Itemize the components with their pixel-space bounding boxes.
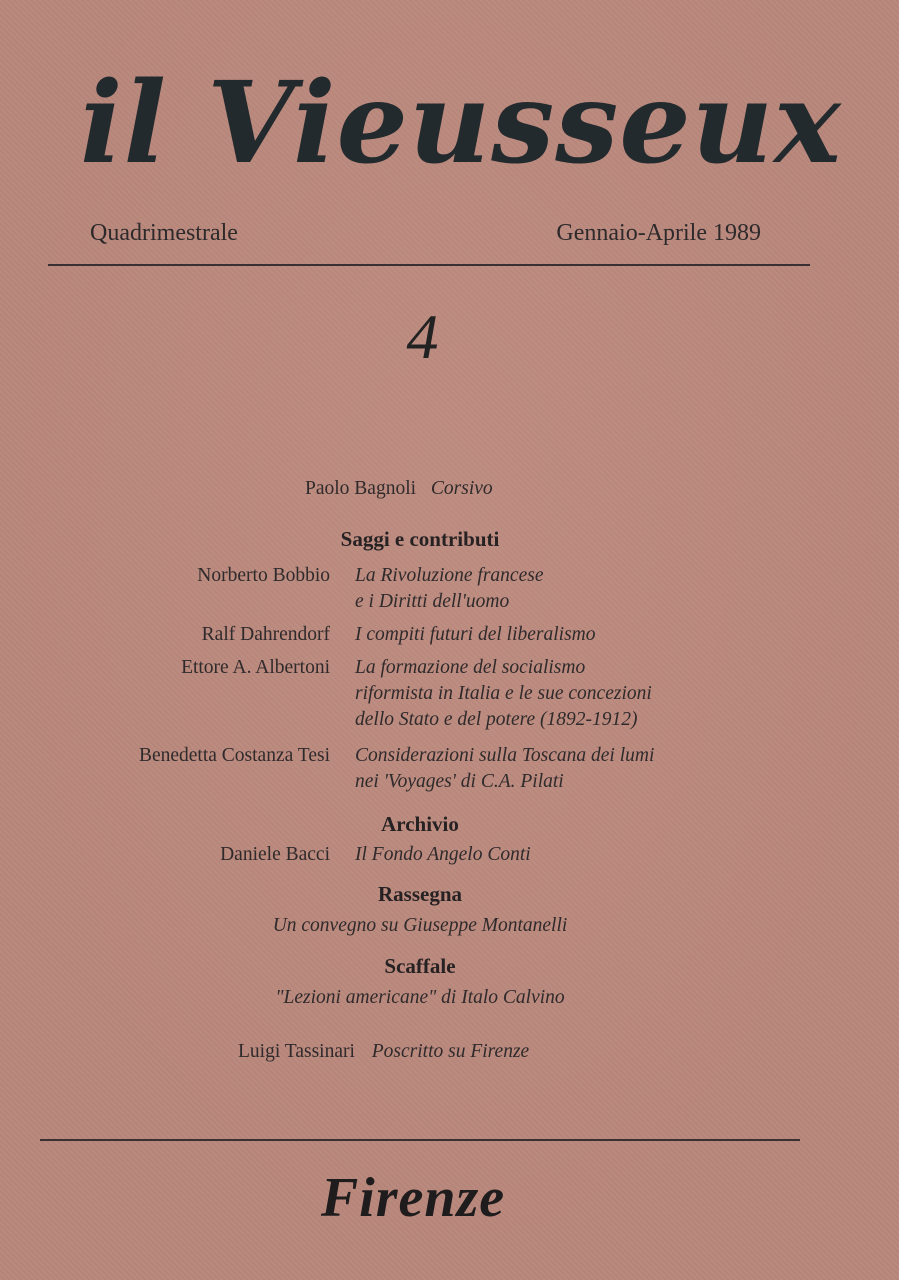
section-heading-scaffale: Scaffale [384, 954, 456, 978]
bottom-divider [40, 1139, 800, 1141]
toc-entry-opening [305, 479, 493, 499]
section-heading-archivio: Archivio [381, 812, 459, 836]
toc-title: I compiti futuri del liberalismo [355, 624, 596, 645]
toc-author: Luigi Tassinari [238, 1041, 355, 1062]
toc-author: Paolo Bagnoli [305, 478, 417, 499]
section-heading-saggi: Saggi e contributi [340, 527, 500, 551]
toc-title: e i Diritti dell'uomo [355, 591, 510, 612]
toc-title: dello Stato e del potere (1892-1912) [355, 709, 638, 730]
issue-period: Gennaio-Aprile 1989 [556, 220, 761, 246]
toc-title: La Rivoluzione francese [355, 565, 544, 586]
toc-title: Corsivo [430, 478, 493, 499]
journal-masthead: il Vieusseux [80, 58, 842, 189]
toc-title: La formazione del socialismo [355, 657, 586, 678]
section-heading-rassegna: Rassegna [377, 882, 462, 906]
toc-author: Daniele Bacci [220, 844, 330, 865]
toc-author: Benedetta Costanza Tesi [138, 745, 330, 766]
toc-author: Norberto Bobbio [197, 565, 330, 586]
frequency-label: Quadrimestrale [90, 220, 238, 246]
toc-title: riformista in Italia e le sue concezioni [355, 683, 652, 704]
toc-title: Considerazioni sulla Toscana dei lumi [355, 745, 655, 766]
toc-title: Il Fondo Angelo Conti [355, 844, 531, 865]
toc-title: Un convegno su Giuseppe Montanelli [272, 915, 568, 936]
toc-title: nei 'Voyages' di C.A. Pilati [355, 771, 564, 792]
toc-author: Ettore A. Albertoni [181, 657, 330, 678]
publisher-city: Firenze [320, 1167, 506, 1229]
issue-number: 4 [406, 301, 439, 372]
toc-title: "Lezioni americane" di Italo Calvino [275, 987, 565, 1008]
toc-entry-closing [238, 1042, 529, 1062]
toc-author: Ralf Dahrendorf [201, 624, 330, 645]
toc-title: Poscritto su Firenze [371, 1041, 530, 1062]
